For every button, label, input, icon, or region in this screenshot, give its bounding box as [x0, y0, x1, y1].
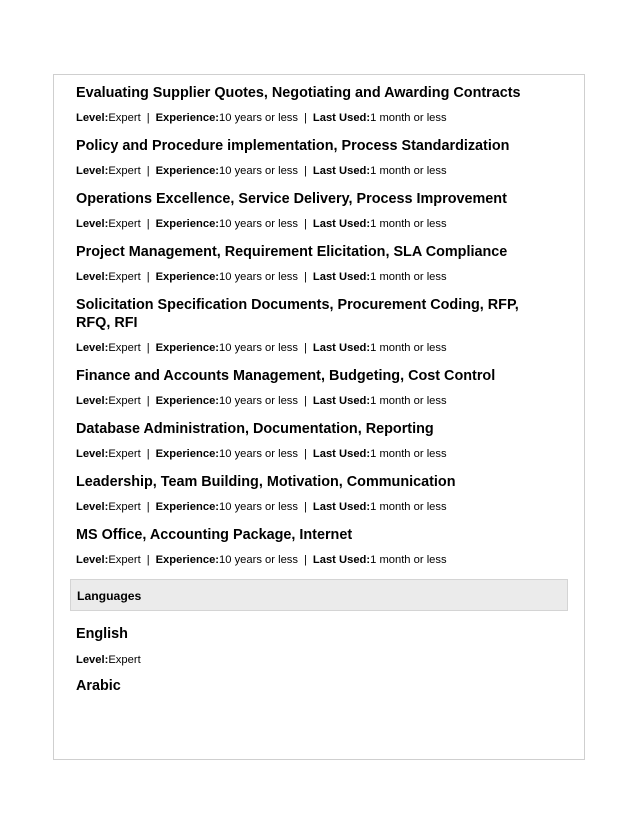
language-name: Arabic	[76, 678, 121, 694]
last-used-value: 1 month or less	[370, 395, 447, 407]
meta-separator: |	[146, 554, 150, 566]
meta-separator: |	[304, 342, 307, 354]
skill-item	[76, 367, 584, 408]
skill-item	[76, 420, 584, 461]
meta-separator: |	[146, 448, 150, 460]
last-used-value: 1 month or less	[370, 342, 447, 354]
level-value: Expert	[108, 448, 141, 460]
experience-value: 10 years or less	[219, 448, 298, 460]
experience-label: Experience:	[155, 218, 220, 230]
experience-value: 10 years or less	[219, 112, 298, 124]
level-value: Expert	[108, 395, 141, 407]
meta-separator: |	[146, 112, 150, 124]
language-meta	[76, 653, 584, 667]
experience-value: 10 years or less	[219, 501, 298, 513]
skill-title: Policy and Procedure implementation, Process Standardization	[76, 138, 510, 154]
meta-separator: |	[304, 395, 307, 407]
skill-item	[76, 473, 584, 514]
meta-separator: |	[304, 448, 307, 460]
last-used-value: 1 month or less	[370, 165, 447, 177]
skills-list	[54, 75, 584, 567]
experience-label: Experience:	[155, 554, 220, 566]
skill-meta	[76, 553, 584, 567]
experience-label: Experience:	[155, 271, 220, 283]
skill-title: MS Office, Accounting Package, Internet	[76, 527, 353, 543]
meta-separator: |	[146, 165, 150, 177]
experience-value: 10 years or less	[219, 218, 298, 230]
last-used-value: 1 month or less	[370, 112, 447, 124]
meta-separator: |	[146, 271, 150, 283]
last-used-label: Last Used:	[312, 342, 371, 354]
meta-separator: |	[304, 165, 307, 177]
level-value: Expert	[108, 218, 141, 230]
level-value: Expert	[108, 271, 141, 283]
skill-meta	[76, 270, 584, 284]
meta-separator: |	[304, 271, 307, 283]
language-item	[76, 625, 584, 667]
skill-item	[76, 526, 584, 567]
skill-item	[76, 137, 584, 178]
experience-label: Experience:	[155, 342, 220, 354]
last-used-label: Last Used:	[312, 112, 371, 124]
meta-separator: |	[146, 342, 150, 354]
language-name: English	[76, 626, 128, 642]
last-used-value: 1 month or less	[370, 448, 447, 460]
level-label: Level:	[76, 501, 109, 513]
level-value: Expert	[108, 654, 141, 666]
skill-item	[76, 296, 584, 355]
experience-value: 10 years or less	[219, 342, 298, 354]
level-label: Level:	[76, 554, 109, 566]
level-label: Level:	[76, 112, 109, 124]
last-used-label: Last Used:	[312, 554, 371, 566]
last-used-value: 1 month or less	[370, 501, 447, 513]
level-label: Level:	[76, 218, 109, 230]
last-used-value: 1 month or less	[370, 554, 447, 566]
level-value: Expert	[108, 342, 141, 354]
skill-meta	[76, 111, 584, 125]
level-label: Level:	[76, 654, 109, 666]
skill-item	[76, 243, 584, 284]
level-label: Level:	[76, 395, 109, 407]
level-value: Expert	[108, 501, 141, 513]
level-value: Expert	[108, 112, 141, 124]
level-label: Level:	[76, 448, 109, 460]
level-label: Level:	[76, 342, 109, 354]
skill-title: Project Management, Requirement Elicitation, SLA Compliance	[76, 244, 508, 260]
last-used-label: Last Used:	[312, 218, 371, 230]
skill-item	[76, 84, 584, 125]
last-used-label: Last Used:	[312, 271, 371, 283]
skill-meta	[76, 341, 584, 355]
resume-card	[53, 74, 585, 760]
skill-title: Leadership, Team Building, Motivation, Communication	[76, 474, 456, 490]
skill-meta	[76, 447, 584, 461]
level-label: Level:	[76, 271, 109, 283]
last-used-label: Last Used:	[312, 501, 371, 513]
skill-meta	[76, 217, 584, 231]
skill-meta	[76, 164, 584, 178]
level-label: Level:	[76, 165, 109, 177]
meta-separator: |	[304, 554, 307, 566]
skill-title: Solicitation Specification Documents, Procurement Coding, RFP, RFQ, RFI	[76, 297, 519, 331]
meta-separator: |	[304, 112, 307, 124]
last-used-label: Last Used:	[312, 448, 371, 460]
experience-label: Experience:	[155, 395, 220, 407]
last-used-value: 1 month or less	[370, 271, 447, 283]
level-value: Expert	[108, 554, 141, 566]
meta-separator: |	[146, 218, 150, 230]
language-item	[76, 677, 584, 695]
languages-section-header: Languages	[70, 579, 568, 611]
skill-title: Evaluating Supplier Quotes, Negotiating and Awarding Contracts	[76, 85, 521, 101]
skill-title: Database Administration, Documentation, Reporting	[76, 421, 434, 437]
meta-separator: |	[304, 218, 307, 230]
experience-value: 10 years or less	[219, 271, 298, 283]
last-used-label: Last Used:	[312, 395, 371, 407]
meta-separator: |	[146, 395, 150, 407]
experience-label: Experience:	[155, 448, 220, 460]
skill-meta	[76, 500, 584, 514]
last-used-label: Last Used:	[312, 165, 371, 177]
skill-meta	[76, 394, 584, 408]
experience-value: 10 years or less	[219, 165, 298, 177]
meta-separator: |	[146, 501, 150, 513]
languages-list	[54, 611, 584, 695]
experience-label: Experience:	[155, 112, 220, 124]
experience-label: Experience:	[155, 165, 220, 177]
meta-separator: |	[304, 501, 307, 513]
skill-item	[76, 190, 584, 231]
experience-label: Experience:	[155, 501, 220, 513]
skill-title: Finance and Accounts Management, Budgeting, Cost Control	[76, 368, 496, 384]
experience-value: 10 years or less	[219, 554, 298, 566]
last-used-value: 1 month or less	[370, 218, 447, 230]
skill-title: Operations Excellence, Service Delivery, Process Improvement	[76, 191, 507, 207]
experience-value: 10 years or less	[219, 395, 298, 407]
level-value: Expert	[108, 165, 141, 177]
